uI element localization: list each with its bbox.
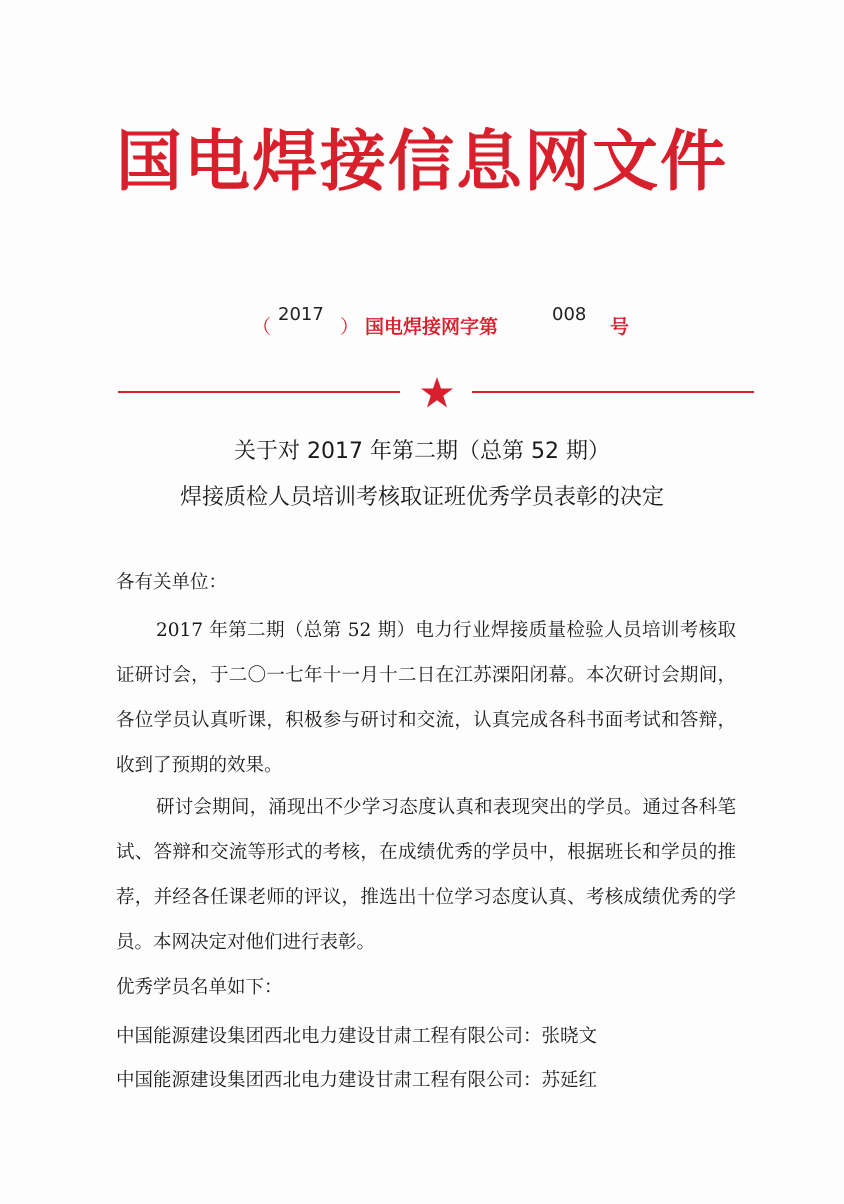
student-list-item: 中国能源建设集团西北电力建设甘肃工程有限公司：苏延红: [116, 1070, 598, 1091]
document-title-line-1: 关于对 2017 年第二期（总第 52 期）: [234, 439, 610, 464]
document-header-title: 国电焊接信息网文件: [116, 122, 728, 200]
doc-number-value: 008: [552, 304, 587, 325]
doc-number-paren-close: ）: [340, 316, 360, 338]
body-paragraph-1: 2017 年第二期（总第 52 期）电力行业焊接质量检验人员培训考核取证研讨会，于二〇一七年十一月十二日在江苏溧阳闭幕。本次研讨会期间，各位学员认真听课，积极参与研讨和交流，认真完成各科书面考试和答辩，收到了预期的效果。: [116, 620, 736, 776]
student-list-intro: 优秀学员名单如下：: [116, 977, 283, 998]
document-number: [0, 304, 844, 344]
doc-number-suffix: 号: [610, 316, 630, 338]
doc-number-paren-open: （: [252, 316, 272, 338]
student-list-item: 中国能源建设集团西北电力建设甘肃工程有限公司：张晓文: [116, 1026, 598, 1047]
divider-line-left: [118, 391, 400, 393]
star-icon: [420, 376, 454, 410]
doc-number-year: 2017: [278, 304, 324, 325]
body-paragraph-2: 研讨会期间，涌现出不少学习态度认真和表现突出的学员。通过各科笔试、答辩和交流等形式的考核，在成绩优秀的学员中，根据班长和学员的推荐，并经各任课老师的评议，推选出十位学习态度认真、考核成绩优秀的学员。本网决定对他们进行表彰。: [116, 797, 736, 953]
salutation: 各有关单位：: [116, 572, 228, 593]
header-divider: [118, 376, 754, 406]
divider-line-right: [472, 391, 754, 393]
doc-number-org-prefix: 国电焊接网字第: [365, 316, 499, 338]
document-title-line-2: 焊接质检人员培训考核取证班优秀学员表彰的决定: [179, 485, 664, 510]
